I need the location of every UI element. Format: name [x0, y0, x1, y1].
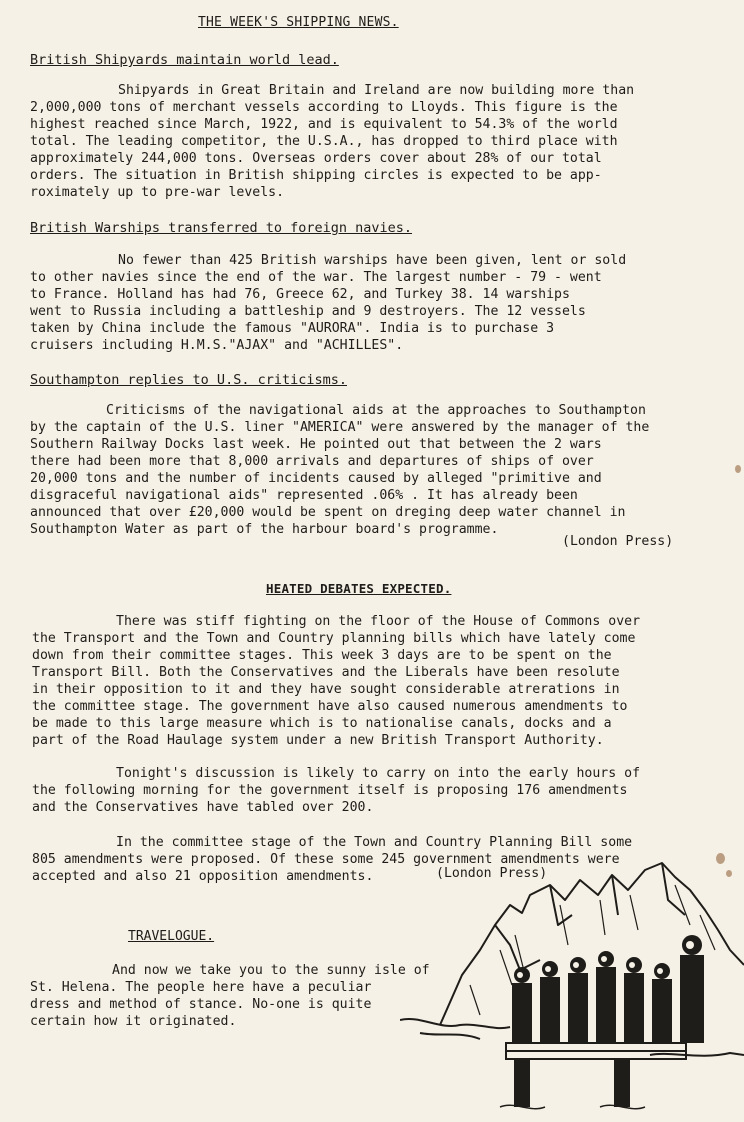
source-credit: (London Press) [562, 534, 674, 549]
paper-stain [726, 870, 732, 877]
body-line: orders. The situation in British shipping circles is expected to be app- [30, 168, 602, 183]
section-heading-travelogue: TRAVELOGUE. [128, 929, 215, 944]
section-body-debates-p1 [32, 613, 692, 749]
body-line: disgraceful navigational aids" represented .06% . It has already been [30, 488, 578, 503]
body-line: Southampton Water as part of the harbour board's programme. [30, 522, 499, 537]
section-body-southampton [30, 402, 690, 538]
body-line: St. Helena. The people here have a peculiar [30, 980, 372, 995]
body-line: No fewer than 425 British warships have been given, lent or sold [118, 253, 627, 268]
section-body-debates-p2 [32, 765, 692, 816]
body-line: part of the Road Haulage system under a new British Transport Authority. [32, 733, 604, 748]
section-heading-warships: British Warships transferred to foreign navies. [30, 220, 413, 236]
body-line: taken by China include the famous "AURORA". India is to purchase 3 [30, 321, 555, 336]
body-line: Transport Bill. Both the Conservatives and the Liberals have been resolute [32, 665, 620, 680]
body-line: 2,000,000 tons of merchant vessels according to Lloyds. This figure is the [30, 100, 618, 115]
body-line: roximately up to pre-war levels. [30, 185, 285, 200]
page-title: THE WEEK'S SHIPPING NEWS. [198, 15, 399, 30]
section-body-warships [30, 252, 690, 354]
section-body-travelogue [30, 962, 460, 1030]
paper-stain [716, 853, 725, 864]
body-line: 20,000 tons and the number of incidents caused by alleged "primitive and [30, 471, 602, 486]
body-line: Shipyards in Great Britain and Ireland are now building more than [118, 83, 635, 98]
body-line: in their opposition to it and they have sought considerable atrerations in [32, 682, 620, 697]
body-line: the following morning for the government itself is proposing 176 amendments [32, 783, 628, 798]
body-line: 805 amendments were proposed. Of these some 245 government amendments were [32, 852, 620, 867]
body-line: by the captain of the U.S. liner "AMERICA" were answered by the manager of the [30, 420, 650, 435]
body-line: approximately 244,000 tons. Overseas orders cover about 28% of our total [30, 151, 602, 166]
body-line: went to Russia including a battleship and 9 destroyers. The 12 vessels [30, 304, 586, 319]
body-line: dress and method of stance. No-one is quite [30, 997, 372, 1012]
body-line: be made to this large measure which is to nationalise canals, docks and a [32, 716, 612, 731]
body-line: to France. Holland has had 76, Greece 62, and Turkey 38. 14 warships [30, 287, 570, 302]
section-heading-debates: HEATED DEBATES EXPECTED. [266, 581, 452, 596]
source-credit: (London Press) [436, 866, 548, 881]
body-line: Tonight's discussion is likely to carry on into the early hours of [116, 766, 641, 781]
body-line: there had been more that 8,000 arrivals and departures of ships of over [30, 454, 594, 469]
body-line: Southern Railway Docks last week. He pointed out that between the 2 wars [30, 437, 602, 452]
body-line: And now we take you to the sunny isle of [112, 963, 430, 978]
body-line: down from their committee stages. This week 3 days are to be spent on the [32, 648, 612, 663]
body-line: In the committee stage of the Town and Country Planning Bill some [116, 835, 633, 850]
body-line: Criticisms of the navigational aids at the approaches to Southampton [106, 403, 646, 418]
paper-stain [735, 465, 741, 473]
body-line: the committee stage. The government have also caused numerous amendments to [32, 699, 628, 714]
body-line: announced that over £20,000 would be spent on dreging deep water channel in [30, 505, 626, 520]
body-line: to other navies since the end of the war. The largest number - 79 - went [30, 270, 602, 285]
island-illustration [400, 855, 744, 1117]
body-line: cruisers including H.M.S."AJAX" and "ACHILLES". [30, 338, 404, 353]
body-line: certain how it originated. [30, 1014, 237, 1029]
body-line: highest reached since March, 1922, and is equivalent to 54.3% of the world [30, 117, 618, 132]
body-line: There was stiff fighting on the floor of the House of Commons over [116, 614, 641, 629]
body-line: total. The leading competitor, the U.S.A., has dropped to third place with [30, 134, 618, 149]
section-heading-southampton: Southampton replies to U.S. criticisms. [30, 372, 347, 388]
body-line: accepted and also 21 opposition amendments. [32, 869, 374, 884]
section-heading-shipyards: British Shipyards maintain world lead. [30, 52, 339, 68]
body-line: and the Conservatives have tabled over 200. [32, 800, 374, 815]
section-body-shipyards [30, 82, 690, 201]
body-line: the Transport and the Town and Country planning bills which have lately come [32, 631, 636, 646]
